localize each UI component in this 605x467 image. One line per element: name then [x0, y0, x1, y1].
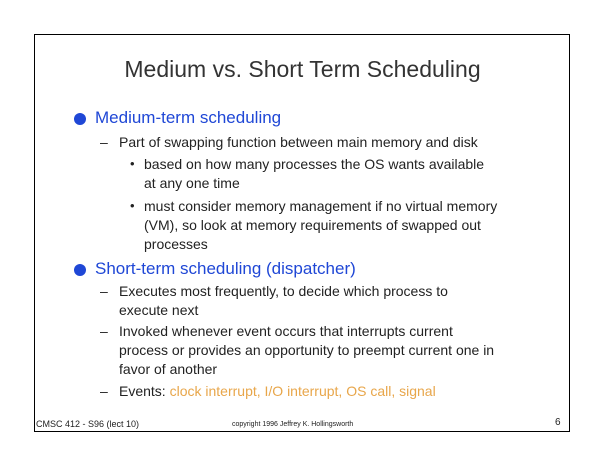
page-number: 6: [555, 417, 561, 428]
dash-bullet: –: [100, 283, 108, 299]
item-invoked-event-line1: Invoked whenever event occurs that interrupts current: [119, 323, 453, 339]
dash-bullet: –: [100, 383, 108, 399]
section-bullet-icon: [74, 113, 86, 125]
item-executes-frequently-line1: Executes most frequently, to decide which process to: [119, 283, 448, 299]
item-swapping-function: Part of swapping function between main memory and disk: [119, 134, 478, 150]
section-bullet-icon: [74, 264, 86, 276]
subitem-memory-management-line3: processes: [144, 236, 208, 252]
dot-bullet: •: [130, 198, 135, 213]
subitem-processes-available-line1: based on how many processes the OS wants available: [144, 156, 485, 172]
section-heading-medium-term: Medium-term scheduling: [95, 108, 282, 127]
events-list: clock interrupt, I/O interrupt, OS call, signal: [169, 383, 436, 399]
section-heading-short-term: Short-term scheduling (dispatcher): [95, 259, 356, 278]
item-executes-frequently-line2: execute next: [119, 302, 199, 318]
item-events: [119, 382, 436, 401]
subitem-processes-available-line2: at any one time: [144, 175, 240, 191]
item-invoked-event-line3: favor of another: [119, 361, 218, 377]
footer-course-label: CMSC 412 - S96 (lect 10): [36, 419, 140, 429]
dot-bullet: •: [130, 156, 135, 171]
dash-bullet: –: [100, 134, 108, 150]
subitem-memory-management-line1: must consider memory management if no virtual memory: [144, 198, 498, 214]
slide-title: Medium vs. Short Term Scheduling: [124, 56, 481, 82]
dash-bullet: –: [100, 323, 108, 339]
footer-copyright: copyright 1996 Jeffrey K. Hollingsworth: [232, 421, 354, 428]
item-invoked-event-line2: process or provides an opportunity to preempt current one in: [119, 342, 495, 358]
subitem-memory-management-line2: (VM), so look at memory requirements of swapped out: [144, 217, 481, 233]
events-label: Events:: [119, 383, 170, 399]
